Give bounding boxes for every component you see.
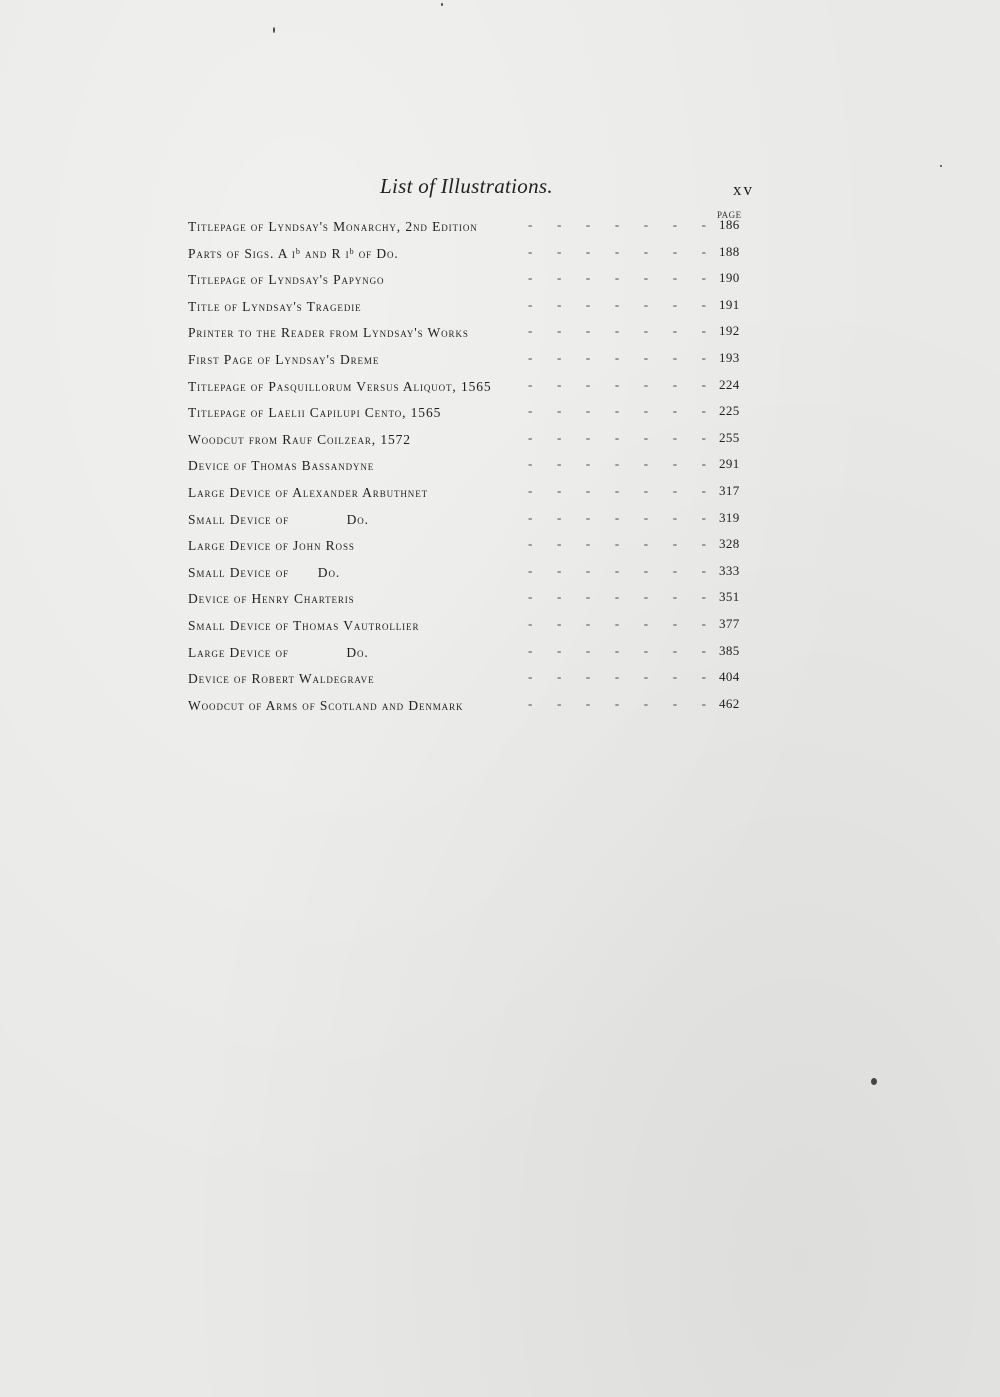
title-text: Woodcut from Rauf Coilzear, 1572 [188,431,411,447]
title-text: Large Device of John Ross [188,538,355,554]
illustration-title [188,558,340,587]
page-number: 462 [719,695,740,711]
title-text: Device of Thomas Bassandyne [188,458,375,474]
dot-leaders: - - - - - - - [528,642,706,658]
title-text: Printer to the Reader from Lyndsay's Works [188,325,469,341]
dot-leaders: - - - - - - - [528,482,706,498]
list-item [188,345,743,372]
paper-speck [273,27,275,33]
title-text: Small Device of Thomas Vautrollier [188,617,420,633]
list-item [188,212,743,239]
illustration-title [188,372,492,401]
illustration-title [188,292,362,321]
superscript: b [349,246,355,256]
title-text: Titlepage of Pasquillorum Versus Aliquot, 1565 [188,378,492,394]
illustration-title [188,239,399,268]
dot-leaders: - - - - - - - [528,695,706,711]
title-text: Device of Robert Waldegrave [188,671,375,687]
list-item [188,292,743,319]
illustration-title [188,425,411,454]
page-number: 385 [719,642,740,658]
title-text: Titlepage of Laelii Capilupi Cento, 1565 [188,405,442,421]
dot-leaders: - - - - - - - [528,562,706,578]
page-number: 377 [719,615,740,631]
page-number: 333 [719,562,740,578]
dot-leaders: - - - - - - - [528,217,706,232]
list-item [188,638,743,665]
folio-number: xv [733,180,754,199]
list-item [188,505,743,532]
list-item [188,611,743,638]
title-text: Title of Lyndsay's Tragedie [188,298,362,314]
title-text: Titlepage of Lyndsay's Monarchy, 2nd Edition [188,219,478,234]
dot-leaders: - - - - - - - [528,669,706,685]
list-item [188,239,743,266]
title-text: Small Device of Do. [188,564,341,580]
paper-speck [940,165,942,167]
dot-leaders: - - - - - - - [528,323,706,339]
page-number: 328 [719,536,740,552]
running-title: List of Illustrations. [380,174,553,198]
title-text: and R i [300,245,350,261]
illustration-title [188,398,441,427]
illustration-title [188,664,374,693]
paper-speck [441,3,443,6]
illustration-title [188,451,374,480]
title-text: Device of Henry Charteris [188,591,355,607]
title-text: Small Device of Do. [188,511,369,527]
illustration-title [188,212,478,241]
illustration-title [188,318,469,347]
superscript: b [295,246,301,256]
list-item [188,691,743,718]
page-number: 291 [719,456,740,472]
dot-leaders: - - - - - - - [528,509,706,525]
illustration-title [188,478,428,507]
illustration-title [188,638,369,667]
illustration-title [188,265,384,294]
illustration-title [188,531,355,560]
page-number: 191 [719,296,740,312]
dot-leaders: - - - - - - - [528,376,706,392]
list-item [188,478,743,505]
page-number: 190 [719,270,740,286]
list-item [188,372,743,399]
illustration-title [188,691,463,720]
title-text: Large Device of Alexander Arbuthnet [188,484,428,500]
page-number: 351 [719,589,740,605]
illustration-title [188,505,369,534]
dot-leaders: - - - - - - - [528,270,706,286]
page-number: 225 [719,403,740,419]
page-number: 404 [719,669,740,685]
list-item [188,318,743,345]
dot-leaders: - - - - - - - [528,349,706,365]
list-item [188,398,743,425]
illustration-title [188,345,379,374]
illustration-title [188,584,355,613]
page-number: 188 [719,243,740,259]
dot-leaders: - - - - - - - [528,589,706,605]
page-column-label: PAGE [717,210,742,220]
list-item [188,531,743,558]
dot-leaders: - - - - - - - [528,536,706,552]
title-text: of Do. [354,245,399,261]
page-number: 317 [719,482,740,498]
page-number: 186 [719,217,740,232]
illustration-title [188,611,419,640]
dot-leaders: - - - - - - - [528,403,706,419]
illustrations-list [188,212,743,717]
dot-leaders: - - - - - - - [528,429,706,445]
list-item [188,664,743,691]
title-text: Large Device of Do. [188,644,369,660]
dot-leaders: - - - - - - - [528,296,706,312]
list-item [188,584,743,611]
list-item [188,425,743,452]
list-item [188,265,743,292]
page-number: 224 [719,376,740,392]
page-number: 193 [719,349,740,365]
title-text: First Page of Lyndsay's Dreme [188,351,380,367]
paper-speck [871,1078,877,1085]
title-text: Parts of Sigs. A i [188,245,296,261]
dot-leaders: - - - - - - - [528,456,706,472]
page-number: 319 [719,509,740,525]
list-item [188,451,743,478]
list-item [188,558,743,585]
page-number: 192 [719,323,740,339]
dot-leaders: - - - - - - - [528,243,706,259]
title-text: Titlepage of Lyndsay's Papyngo [188,272,385,288]
dot-leaders: - - - - - - - [528,615,706,631]
title-text: Woodcut of Arms of Scotland and Denmark [188,697,464,713]
page-number: 255 [719,429,740,445]
